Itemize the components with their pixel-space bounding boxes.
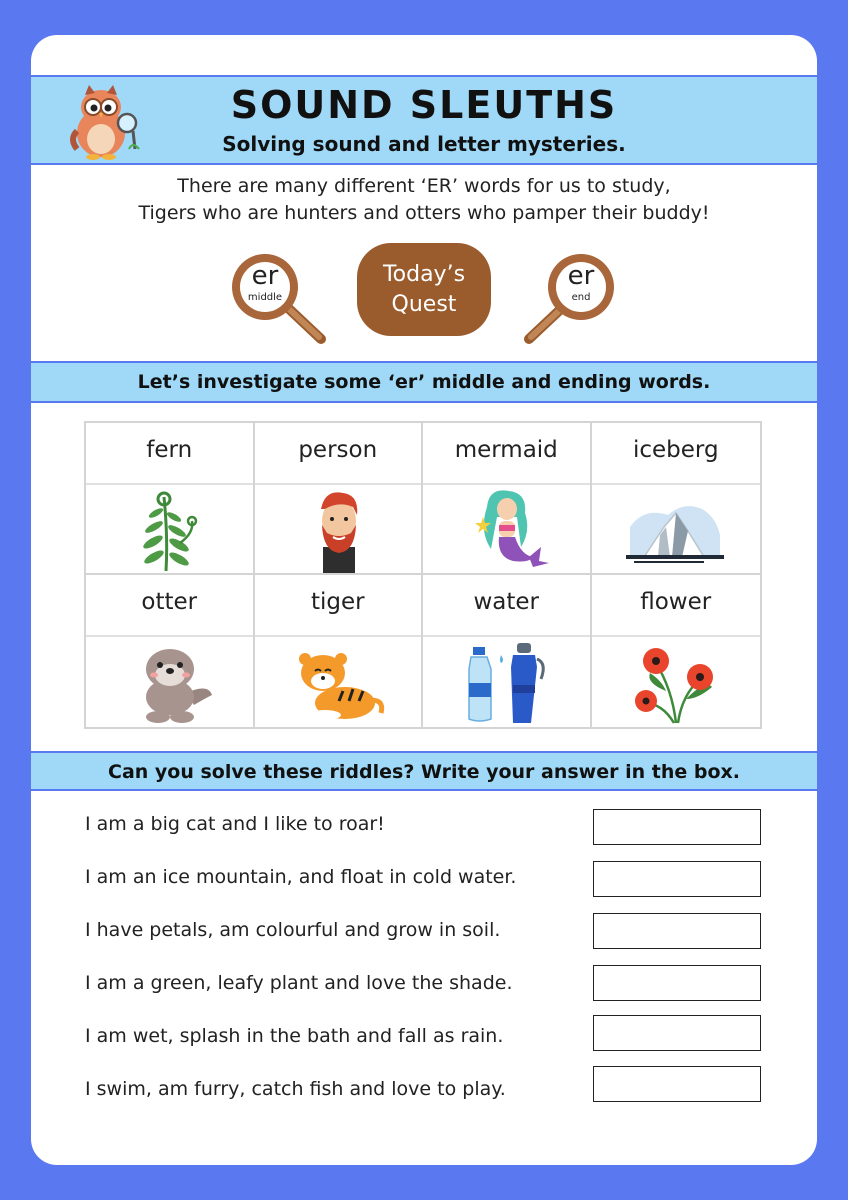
magnifier-right-big: er (567, 261, 595, 291)
magnifier-right-small: end (571, 292, 591, 303)
tiger-icon (289, 639, 389, 725)
word-label: tiger (310, 589, 365, 615)
page-title: SOUND SLEUTHS (230, 83, 618, 127)
word-card-mermaid (423, 423, 592, 575)
riddle-3: I have petals, am colourful and grow in soil. (85, 919, 501, 941)
intro-line-1: There are many different ‘ER’ words for us to study, (177, 175, 671, 197)
word-label: person (298, 437, 378, 463)
title-band (31, 75, 817, 165)
word-card-iceberg (592, 423, 761, 575)
water-bottles-icon (457, 639, 557, 725)
word-card-fern (86, 423, 255, 575)
word-label: fern (146, 437, 193, 463)
section-heading-riddles: Can you solve these riddles? Write your answer in the box. (108, 761, 740, 783)
riddle-2: I am an ice mountain, and float in cold water. (85, 866, 517, 888)
word-label: mermaid (454, 437, 558, 463)
answer-box-6[interactable] (593, 1066, 761, 1102)
section-heading-band (31, 361, 817, 403)
magnifier-left-small: middle (247, 292, 283, 303)
person-icon (289, 487, 389, 573)
word-grid (84, 421, 762, 729)
fern-icon (120, 487, 220, 573)
word-card-otter (86, 575, 255, 727)
magnifier-er-end (511, 247, 621, 347)
riddle-heading-band (31, 751, 817, 791)
page-subtitle: Solving sound and letter mysteries. (222, 132, 626, 156)
answer-box-3[interactable] (593, 913, 761, 949)
word-label: water (473, 589, 540, 615)
quest-line-1: Today’s (382, 261, 466, 287)
intro-line-2: Tigers who are hunters and otters who pamper their buddy! (138, 202, 710, 224)
word-card-flower (592, 575, 761, 727)
answer-box-5[interactable] (593, 1015, 761, 1051)
quest-line-2: Quest (391, 291, 457, 317)
word-card-water (423, 575, 592, 727)
riddle-1: I am a big cat and I like to roar! (85, 813, 385, 835)
answer-box-4[interactable] (593, 965, 761, 1001)
word-label: otter (141, 589, 198, 615)
answer-box-1[interactable] (593, 809, 761, 845)
worksheet (31, 35, 817, 1165)
flower-icon (626, 639, 726, 725)
intro-poem (31, 173, 817, 227)
riddle-5: I am wet, splash in the bath and fall as rain. (85, 1025, 504, 1047)
word-card-tiger (255, 575, 424, 727)
todays-quest-badge (357, 243, 491, 336)
section-heading-investigate: Let’s investigate some ‘er’ middle and ending words. (137, 371, 711, 393)
magnifier-left-big: er (251, 261, 279, 291)
iceberg-icon (614, 487, 734, 573)
otter-icon (120, 639, 220, 725)
riddle-4: I am a green, leafy plant and love the shade. (85, 972, 513, 994)
word-label: iceberg (632, 437, 719, 463)
magnifier-er-middle (229, 247, 339, 347)
answer-box-2[interactable] (593, 861, 761, 897)
mermaid-icon (457, 487, 557, 573)
word-card-person (255, 423, 424, 575)
word-label: flower (640, 589, 712, 615)
riddle-6: I swim, am furry, catch fish and love to play. (85, 1078, 506, 1100)
